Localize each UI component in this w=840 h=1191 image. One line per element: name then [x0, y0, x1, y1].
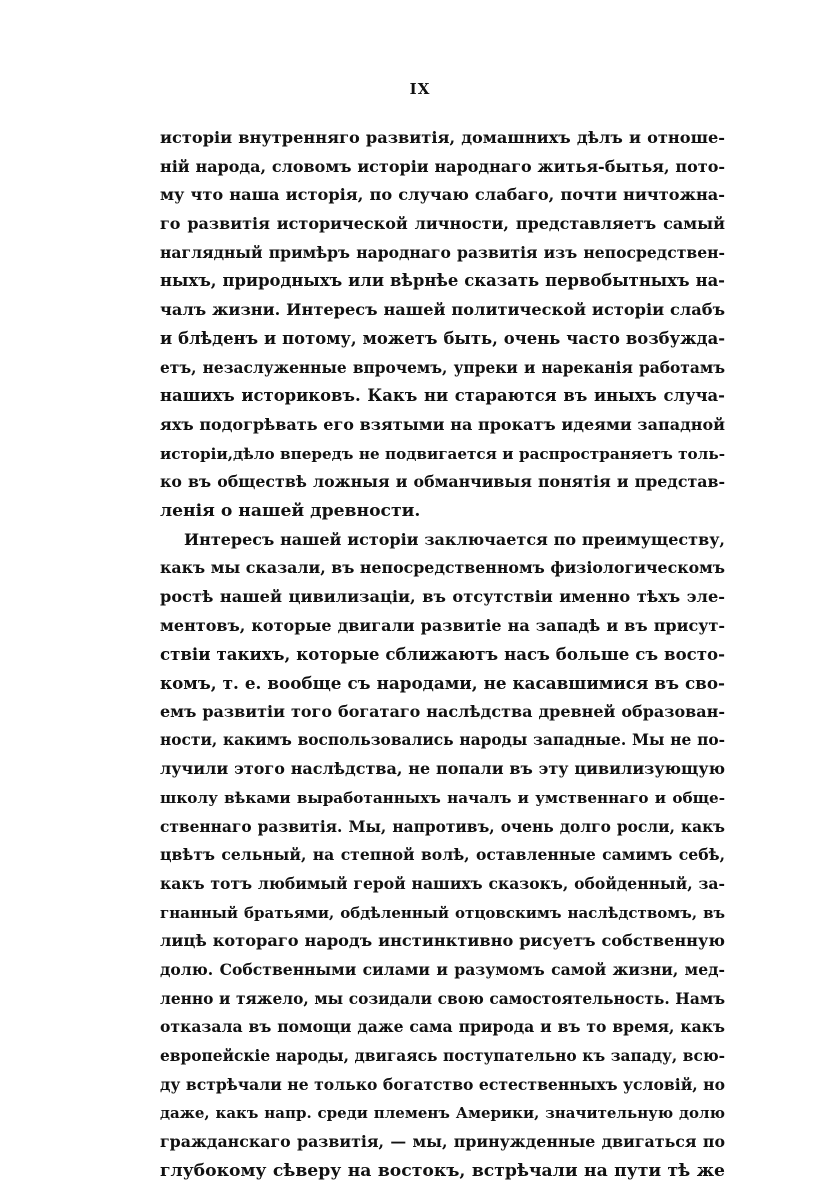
text-line: ствіи такихъ, которые сближаютъ насъ больше съ восто-: [160, 644, 725, 665]
text-line: лучили этого наслѣдства, не попали въ эту цивилизующую: [160, 759, 725, 779]
text-line: яхъ подогрѣвать его взятыми на прокатъ идеями западной: [160, 414, 725, 434]
text-line: нашихъ историковъ. Какъ ни стараются въ иныхъ случа-: [160, 386, 725, 406]
text-line: ности, какимъ воспользовались народы западные. Мы не по-: [160, 731, 725, 750]
text-line: лицѣ котораго народъ инстинктивно рисуетъ собственную: [160, 931, 725, 951]
text-line: долю. Собственными силами и разумомъ самой жизни, мед-: [160, 959, 725, 979]
text-line: гнанный братьями, обдѣленный отцовскимъ наслѣдствомъ, въ: [160, 903, 725, 922]
text-line: школу вѣками выработанныхъ началъ и умственнаго и обще-: [160, 788, 725, 807]
page-number: IX: [409, 80, 431, 98]
text-line: ду встрѣчали не только богатство естественныхъ условій, но: [160, 1074, 725, 1094]
text-line: наглядный примѣръ народнаго развитія изъ непосредствен-: [160, 242, 725, 262]
paragraph-start-line: Интересъ нашей исторіи заключается по преимуществу,: [184, 529, 725, 549]
text-line: ментовъ, которые двигали развитіе на западѣ и въ присут-: [160, 615, 725, 635]
text-line: ній народа, словомъ исторіи народнаго житья-бытья, пото-: [160, 156, 725, 176]
text-line: отказала въ помощи даже сама природа и въ то время, какъ: [160, 1017, 725, 1037]
text-line: ственнаго развитія. Мы, напротивъ, очень долго росли, какъ: [160, 817, 725, 836]
text-line: гражданскаго развитія, — мы, принужденные двигаться по: [160, 1132, 725, 1152]
text-line: исторіи,дѣло впередъ не подвигается и распространяетъ толь-: [160, 444, 725, 463]
text-line: цвѣтъ сельный, на степной волѣ, оставленные самимъ себѣ,: [160, 845, 725, 865]
text-line: чалъ жизни. Интересъ нашей политической исторіи слабъ: [160, 300, 725, 320]
body-text: [160, 124, 725, 1185]
text-line: ленно и тяжело, мы созидали свою самостоятельность. Намъ: [160, 989, 725, 1008]
text-line: ныхъ, природныхъ или вѣрнѣе сказать первобытныхъ на-: [160, 271, 725, 291]
text-line: исторіи внутренняго развитія, домашнихъ дѣлъ и отноше-: [160, 128, 725, 147]
text-line: глубокому сѣверу на востокъ, встрѣчали на пути тѣ же: [160, 1160, 725, 1181]
text-line: му что наша исторія, по случаю слабаго, почти ничтожна-: [160, 185, 725, 205]
text-line: ростѣ нашей цивилизаціи, въ отсутствіи именно тѣхъ эле-: [160, 587, 725, 606]
text-line: даже, какъ напр. среди племенъ Америки, значительную долю: [160, 1104, 725, 1123]
text-line: европейскіе народы, двигаясь поступательно къ западу, всю-: [160, 1047, 725, 1065]
text-line: комъ, т. е. вообще съ народами, не касавшимися въ сво-: [160, 673, 725, 694]
text-line: и блѣденъ и потому, можетъ быть, очень часто возбужда-: [160, 328, 725, 348]
text-line: емъ развитіи того богатаго наслѣдства древней образован-: [160, 701, 725, 721]
text-line: етъ, незаслуженные впрочемъ, упреки и нареканія работамъ: [160, 358, 725, 377]
text-line: го развитія исторической личности, представляетъ самый: [160, 214, 725, 234]
text-line: ко въ обществѣ ложныя и обманчивыя понятія и представ-: [160, 472, 725, 492]
text-line: какъ мы сказали, въ непосредственномъ физіологическомъ: [160, 558, 725, 578]
paragraph-end-line: ленія о нашей древности.: [160, 500, 421, 521]
text-line: какъ тотъ любимый герой нашихъ сказокъ, обойденный, за-: [160, 873, 725, 893]
